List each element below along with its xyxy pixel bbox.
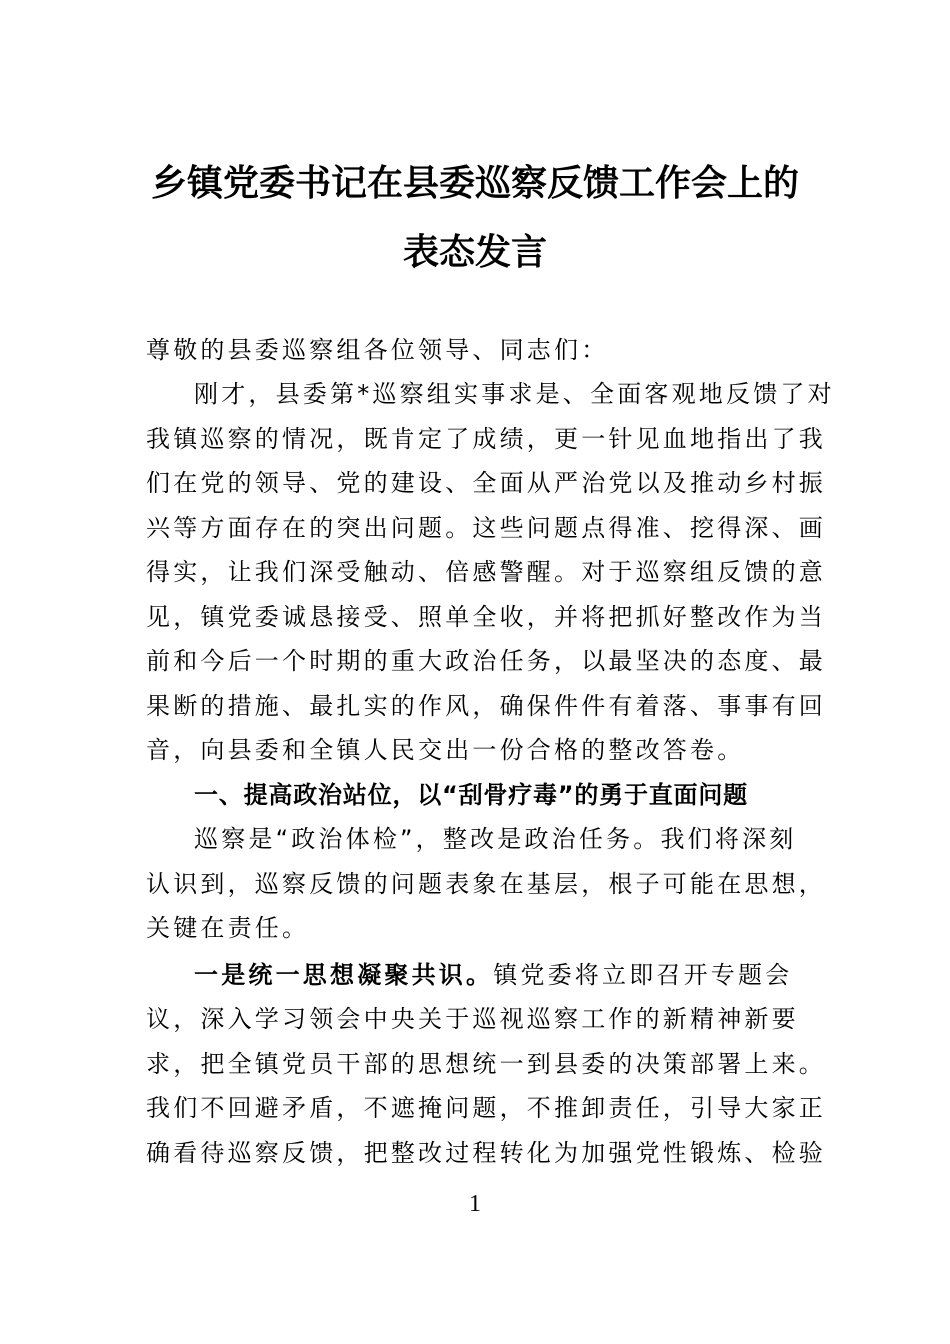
salutation: 尊敬的县委巡察组各位领导、同志们： xyxy=(146,336,609,364)
paragraph-1-line: 刚才，县委第*巡察组实事求是、全面客观地反馈了对 xyxy=(194,380,835,408)
paragraph-3-line: 求，把全镇党员干部的思想统一到县委的决策部署上来。 xyxy=(146,1050,826,1078)
paragraph-1-line: 们在党的领导、党的建设、全面从严治党以及推动乡村振 xyxy=(146,469,826,497)
paragraph-1-line: 前和今后一个时期的重大政治任务，以最坚决的态度、最 xyxy=(146,647,826,675)
page-number: 1 xyxy=(469,1191,481,1217)
paragraph-1-line: 得实，让我们深受触动、倍感警醒。对于巡察组反馈的意 xyxy=(146,558,826,586)
paragraph-1-line: 音，向县委和全镇人民交出一份合格的整改答卷。 xyxy=(146,736,745,764)
paragraph-1-line: 果断的措施、最扎实的作风，确保件件有着落、事事有回 xyxy=(146,692,826,720)
paragraph-3-lead-bold: 一是统一思想凝聚共识。 xyxy=(194,961,494,989)
paragraph-1-line: 我镇巡察的情况，既肯定了成绩，更一针见血地指出了我 xyxy=(146,425,826,453)
paragraph-2-line: 巡察是“政治体检”，整改是政治任务。我们将深刻 xyxy=(194,825,797,853)
document-title-line-1: 乡镇党委书记在县委巡察反馈工作会上的 xyxy=(150,162,799,204)
paragraph-3-first-line xyxy=(194,959,854,1003)
paragraph-3-line: 我们不回避矛盾，不遮掩问题，不推卸责任，引导大家正 xyxy=(146,1094,826,1122)
paragraph-3-line: 议，深入学习领会中央关于巡视巡察工作的新精神新要 xyxy=(146,1005,799,1033)
section-1-heading: 一、提高政治站位，以“刮骨疗毒”的勇于直面问题 xyxy=(194,781,748,809)
paragraph-3-first-line-rest: 镇党委将立即召开专题会 xyxy=(493,961,793,989)
paragraph-2-line: 关键在责任。 xyxy=(146,914,310,942)
paragraph-2-line: 认识到，巡察反馈的问题表象在基层，根子可能在思想， xyxy=(146,870,826,898)
document-title-line-2: 表态发言 xyxy=(402,231,547,273)
paragraph-3-line: 确看待巡察反馈，把整改过程转化为加强党性锻炼、检验 xyxy=(146,1139,826,1167)
paragraph-1-line: 见，镇党委诚恳接受、照单全收，并将把抓好整改作为当 xyxy=(146,603,826,631)
paragraph-1-line: 兴等方面存在的突出问题。这些问题点得准、挖得深、画 xyxy=(146,514,826,542)
